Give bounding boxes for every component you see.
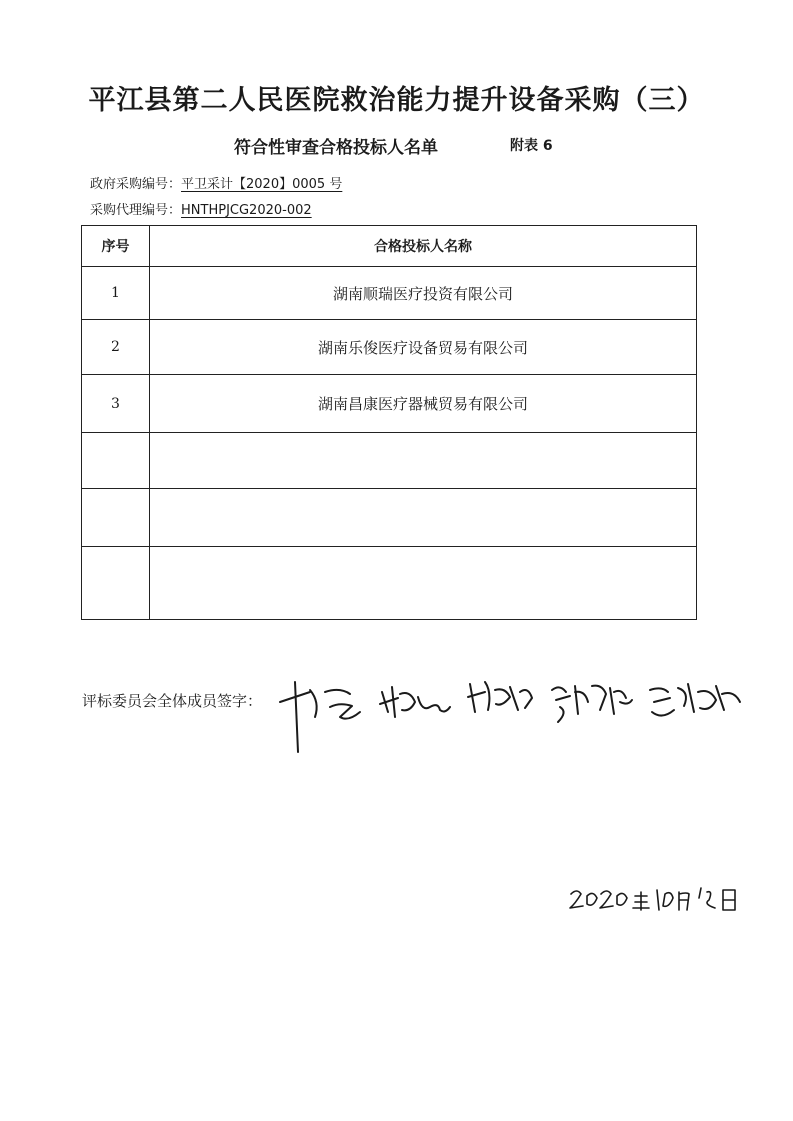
procurement-number-value: 平卫采计【2020】0005 号 — [181, 177, 343, 192]
procurement-number-label: 政府采购编号： — [90, 177, 182, 192]
handwritten-date — [565, 880, 745, 920]
row-number: 1 — [82, 267, 150, 320]
committee-signatures — [270, 662, 750, 762]
signature-3 — [468, 682, 532, 712]
qualified-bidders-table — [81, 225, 697, 620]
document-subtitle: 符合性审查合格投标人名单 — [234, 138, 438, 158]
table-row — [82, 489, 697, 547]
bidder-name: 湖南顺瑞医疗投资有限公司 — [150, 267, 697, 320]
row-number — [82, 547, 150, 620]
signature-1 — [280, 682, 360, 752]
table-row — [82, 547, 697, 620]
table-row — [82, 267, 697, 320]
procurement-number — [90, 173, 342, 192]
bidder-name — [150, 489, 697, 547]
signature-2 — [380, 687, 450, 717]
table-header-row — [82, 226, 697, 267]
column-header-number: 序号 — [82, 226, 150, 267]
bidder-name — [150, 433, 697, 489]
bidder-name: 湖南乐俊医疗设备贸易有限公司 — [150, 320, 697, 375]
table-row — [82, 375, 697, 433]
column-header-bidder-name: 合格投标人名称 — [150, 226, 697, 267]
table-row — [82, 320, 697, 375]
row-number — [82, 433, 150, 489]
agency-number — [90, 199, 312, 218]
row-number: 2 — [82, 320, 150, 375]
table-row — [82, 433, 697, 489]
row-number — [82, 489, 150, 547]
document-title: 平江县第二人民医院救治能力提升设备采购（三） — [88, 85, 705, 116]
signature-5 — [650, 684, 740, 716]
row-number: 3 — [82, 375, 150, 433]
agency-number-label: 采购代理编号： — [90, 203, 182, 218]
signature-4 — [552, 686, 632, 722]
agency-number-value: HNTHPJCG2020-002 — [181, 203, 312, 218]
bidder-name: 湖南昌康医疗器械贸易有限公司 — [150, 375, 697, 433]
signature-label: 评标委员会全体成员签字： — [82, 692, 263, 710]
bidder-name — [150, 547, 697, 620]
appendix-label: 附表 6 — [510, 138, 553, 154]
